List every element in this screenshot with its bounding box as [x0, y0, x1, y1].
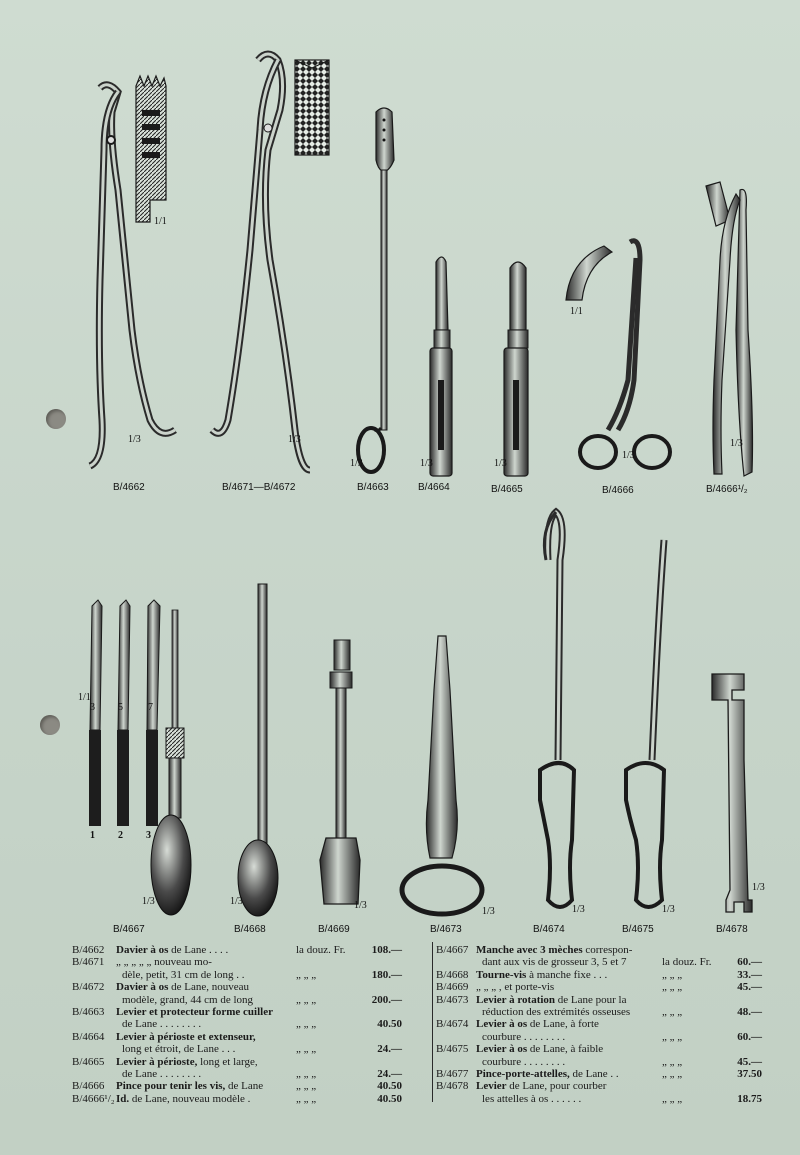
price-value: 48.— — [737, 1005, 762, 1018]
label-4667: B/4667 — [113, 924, 145, 935]
item-detail: long et large, — [197, 1055, 258, 1068]
item-code: B/4666 — [72, 1080, 105, 1093]
price-value: 24.— — [377, 1067, 402, 1080]
levier-os-4674 — [540, 512, 574, 907]
jaw-detail-4662 — [136, 76, 166, 222]
price-row — [436, 994, 762, 1006]
item-detail: correspon- — [582, 944, 633, 956]
item-description — [482, 956, 627, 968]
item-code: B/4662 — [72, 944, 105, 956]
item-detail: de Lane . . . . . . . . — [122, 1067, 202, 1080]
item-description — [476, 1043, 603, 1055]
item-code: B/4663 — [72, 1005, 105, 1018]
item-code: B/4675 — [436, 1043, 469, 1056]
item-detail: à manche fixe . . . — [526, 968, 608, 981]
price-row — [436, 1018, 762, 1030]
price-value: 60.— — [737, 956, 762, 969]
item-detail: de Lane . . — [569, 1067, 619, 1080]
item-detail: de Lane . . . . — [168, 944, 229, 956]
price-row — [72, 1043, 402, 1055]
scale-4673: 1/3 — [482, 906, 495, 917]
item-description — [122, 969, 245, 981]
price-value: 40.50 — [377, 1018, 402, 1031]
item-code: B/4674 — [436, 1018, 469, 1031]
item-detail: de Lane . . . . . . . . — [122, 1018, 202, 1031]
price-row — [436, 944, 762, 956]
label-4666: B/4666 — [602, 485, 634, 496]
price-value: 60.— — [737, 1030, 762, 1043]
scale-4663: 1/3 — [350, 458, 363, 469]
price-value: 24.— — [377, 1043, 402, 1056]
item-code: B/4669 — [436, 981, 469, 994]
item-name: Tourne-vis — [476, 968, 527, 981]
item-description — [122, 1018, 201, 1030]
price-row — [72, 944, 402, 956]
item-description — [476, 994, 627, 1006]
scale-4669: 1/3 — [354, 900, 367, 911]
price-row — [72, 1080, 402, 1092]
scale-4668: 1/3 — [230, 896, 243, 907]
pince-46661 — [706, 182, 753, 476]
price-unit: „ „ „ — [662, 1092, 683, 1105]
item-name: Pince pour tenir les vis, — [116, 1080, 226, 1093]
item-detail: modèle, grand, 44 cm de long — [122, 993, 254, 1006]
meche-num-3: 3 — [90, 702, 95, 713]
scale-4671: 1/3 — [288, 434, 301, 445]
price-unit: „ „ „ — [662, 1067, 683, 1080]
item-code: B/4665 — [72, 1055, 105, 1068]
scale-4662: 1/3 — [128, 434, 141, 445]
item-code: B/4664 — [72, 1030, 105, 1043]
meche-num-5: 5 — [118, 702, 123, 713]
levier-rotation-4673 — [402, 636, 482, 914]
price-row — [72, 994, 402, 1006]
price-row — [436, 969, 762, 981]
item-description — [482, 1093, 581, 1105]
item-description — [476, 969, 607, 981]
item-description — [116, 1056, 258, 1068]
price-row — [436, 1093, 762, 1105]
item-name: Levier — [476, 1080, 507, 1093]
price-row — [436, 1056, 762, 1068]
scale-4666: 1/3 — [622, 450, 635, 461]
price-value: 37.50 — [737, 1067, 762, 1080]
item-name: Id. — [116, 1092, 130, 1105]
scale-4667: 1/3 — [142, 896, 155, 907]
price-unit: „ „ „ — [296, 1067, 317, 1080]
item-detail: de Lane, nouveau — [168, 981, 249, 994]
item-detail: de Lane, pour courber — [506, 1080, 607, 1093]
label-4673: B/4673 — [430, 924, 462, 935]
levier-os-4675 — [626, 540, 664, 907]
label-4675: B/4675 — [622, 924, 654, 935]
price-row — [72, 956, 402, 968]
price-row — [436, 1006, 762, 1018]
item-name: Pince-porte-attelles, — [476, 1067, 570, 1080]
item-description — [476, 981, 554, 993]
item-description — [116, 1093, 250, 1105]
item-detail: dant aux vis de grosseur 3, 5 et 7 — [482, 956, 627, 969]
item-detail: dèle, petit, 31 cm de long . . — [122, 968, 245, 981]
item-detail: „ „ „ „ „ nouveau mo- — [116, 956, 212, 969]
price-row — [436, 956, 762, 968]
label-4671: B/4671—B/4672 — [222, 482, 296, 493]
price-unit: „ „ „ — [296, 1080, 317, 1093]
item-name: Levier à périoste, — [116, 1055, 198, 1068]
item-description — [116, 944, 228, 956]
price-row — [72, 1068, 402, 1080]
item-code: B/4672 — [72, 981, 105, 994]
item-description — [476, 1080, 606, 1092]
price-row — [72, 969, 402, 981]
item-detail: courbure . . . . . . . . — [482, 1030, 566, 1043]
item-detail: les attelles à os . . . . . . — [482, 1092, 582, 1105]
price-value: 40.50 — [377, 1092, 402, 1105]
item-name: Davier à os — [116, 944, 169, 956]
price-row — [72, 981, 402, 993]
item-detail: réduction des extrémités osseuses — [482, 1005, 631, 1018]
item-description — [482, 1031, 565, 1043]
item-name: Levier et protecteur forme cuiller — [116, 1005, 273, 1018]
item-description — [482, 1006, 630, 1018]
item-description — [476, 1068, 619, 1080]
mech-3: 3 — [146, 830, 151, 841]
levier-4665 — [504, 262, 528, 476]
scale-4667-meches: 1/1 — [78, 692, 91, 703]
item-code: B/4677 — [436, 1067, 469, 1080]
scale-4665: 1/3 — [494, 458, 507, 469]
price-value: 45.— — [737, 981, 762, 994]
item-description — [122, 994, 253, 1006]
item-description — [122, 1068, 201, 1080]
price-unit: „ „ „ — [662, 1030, 683, 1043]
scale-4666-detail: 1/1 — [570, 306, 583, 317]
price-table-left — [72, 944, 402, 1105]
price-row — [436, 1031, 762, 1043]
price-unit: „ „ „ — [662, 1005, 683, 1018]
price-row — [72, 1056, 402, 1068]
price-value: 180.— — [371, 968, 402, 981]
price-row — [72, 1031, 402, 1043]
label-46661: B/4666¹/₂ — [706, 484, 748, 495]
item-name: Davier à os — [116, 981, 169, 994]
jaw-detail-4671 — [295, 60, 329, 155]
label-4668: B/4668 — [234, 924, 266, 935]
price-unit: „ „ „ — [296, 1092, 317, 1105]
label-4669: B/4669 — [318, 924, 350, 935]
scale-4674: 1/3 — [572, 904, 585, 915]
price-value: 18.75 — [737, 1092, 762, 1105]
item-detail: long et étroit, de Lane . . . — [122, 1043, 236, 1056]
pince-4666 — [566, 241, 670, 468]
price-value: 40.50 — [377, 1080, 402, 1093]
label-4665: B/4665 — [491, 484, 523, 495]
price-row — [72, 1006, 402, 1018]
price-unit: „ „ „ — [662, 981, 683, 994]
price-row — [436, 981, 762, 993]
label-4678: B/4678 — [716, 924, 748, 935]
label-4664: B/4664 — [418, 482, 450, 493]
item-code: B/4673 — [436, 993, 469, 1006]
price-unit: „ „ „ — [296, 1018, 317, 1031]
label-4662: B/4662 — [113, 482, 145, 493]
item-code: B/4666¹/₂ — [72, 1092, 115, 1105]
item-detail: de Lane — [225, 1080, 264, 1093]
meches-4667 — [89, 600, 191, 915]
price-value: 108.— — [371, 944, 402, 956]
price-value: 200.— — [371, 993, 402, 1006]
levier-4664 — [430, 257, 452, 476]
price-unit: la douz. Fr. — [296, 944, 346, 956]
item-detail: de Lane, à forte — [527, 1018, 599, 1031]
price-unit: „ „ „ — [296, 1043, 317, 1056]
item-code: B/4671 — [72, 956, 105, 969]
item-name: Levier à os — [476, 1043, 528, 1056]
price-unit: la douz. Fr. — [662, 956, 712, 969]
item-description — [476, 1018, 599, 1030]
scale-4675: 1/3 — [662, 904, 675, 915]
label-4674: B/4674 — [533, 924, 565, 935]
price-value: 45.— — [737, 1055, 762, 1068]
item-detail: de Lane, à faible — [527, 1043, 604, 1056]
label-4663: B/4663 — [357, 482, 389, 493]
item-description — [116, 1080, 263, 1092]
price-row — [436, 1080, 762, 1092]
item-detail: de Lane, nouveau modèle . — [129, 1092, 251, 1105]
item-detail: „ „ „ , et porte-vis — [476, 981, 555, 994]
scale-46661: 1/3 — [730, 438, 743, 449]
price-table-right — [436, 944, 762, 1105]
tourne-vis-4669 — [320, 640, 360, 904]
price-row — [72, 1093, 402, 1105]
item-description — [116, 956, 212, 968]
item-name: Levier à périoste et extenseur, — [116, 1030, 256, 1043]
item-detail: de Lane pour la — [555, 993, 627, 1006]
price-row — [72, 1018, 402, 1030]
price-unit: „ „ „ — [296, 968, 317, 981]
item-code: B/4667 — [436, 944, 469, 956]
price-unit: „ „ „ — [296, 993, 317, 1006]
price-row — [436, 1043, 762, 1055]
item-name: Levier à os — [476, 1018, 528, 1031]
price-unit: „ „ „ — [662, 1055, 683, 1068]
tourne-vis-4668 — [238, 584, 278, 916]
price-unit: „ „ „ — [662, 968, 683, 981]
price-value: 33.— — [737, 968, 762, 981]
mech-2: 2 — [118, 830, 123, 841]
item-description — [482, 1056, 565, 1068]
item-description — [116, 981, 249, 993]
scale-jaw-4662: 1/1 — [154, 216, 167, 227]
item-description — [116, 1006, 273, 1018]
levier-4663 — [358, 108, 394, 472]
levier-4678 — [712, 674, 752, 912]
item-description — [116, 1031, 256, 1043]
meche-num-7: 7 — [148, 702, 153, 713]
item-name: Levier à rotation — [476, 993, 556, 1006]
scale-4664: 1/3 — [420, 458, 433, 469]
item-description — [122, 1043, 235, 1055]
price-row — [436, 1068, 762, 1080]
item-code: B/4678 — [436, 1080, 469, 1093]
item-name: Manche avec 3 mèches — [476, 944, 583, 956]
item-description — [476, 944, 632, 956]
table-divider — [432, 942, 433, 1102]
scale-4678: 1/3 — [752, 882, 765, 893]
item-detail: courbure . . . . . . . . — [482, 1055, 566, 1068]
item-code: B/4668 — [436, 968, 469, 981]
mech-1: 1 — [90, 830, 95, 841]
